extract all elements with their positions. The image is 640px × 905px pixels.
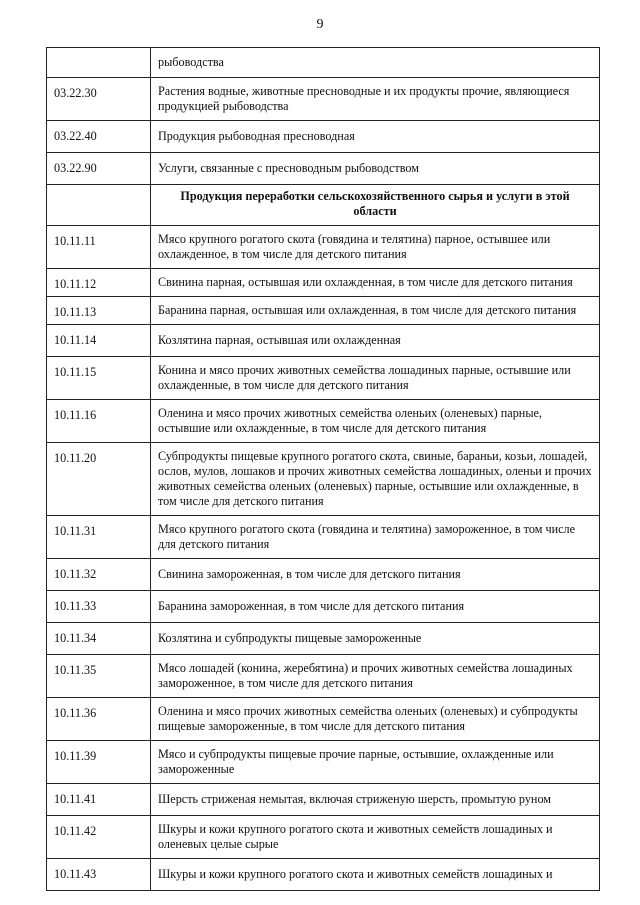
section-heading-row	[47, 185, 600, 226]
table-row	[47, 121, 600, 153]
table-row	[47, 816, 600, 859]
description-cell: Баранина парная, остывшая или охлажденная, в том числе для детского питания	[151, 297, 600, 325]
table-row	[47, 48, 600, 78]
code-cell	[47, 185, 151, 226]
table-row	[47, 559, 600, 591]
description-cell: Шкуры и кожи крупного рогатого скота и животных семейств лошадиных и	[151, 859, 600, 891]
description-cell: Свинина парная, остывшая или охлажденная, в том числе для детского питания	[151, 269, 600, 297]
code-cell: 10.11.15	[47, 357, 151, 400]
description-cell: Шерсть стриженая немытая, включая стриженую шерсть, промытую руном	[151, 784, 600, 816]
description-cell: Шкуры и кожи крупного рогатого скота и животных семейств лошадиных и оленевых целые сырые	[151, 816, 600, 859]
table-row	[47, 400, 600, 443]
table-row	[47, 357, 600, 400]
code-cell: 10.11.43	[47, 859, 151, 891]
code-cell: 03.22.90	[47, 153, 151, 185]
table-row	[47, 859, 600, 891]
table-row	[47, 226, 600, 269]
description-cell: Мясо и субпродукты пищевые прочие парные, остывшие, охлажденные или замороженные	[151, 741, 600, 784]
page-number: 9	[316, 17, 324, 32]
description-cell: Продукция рыбоводная пресноводная	[151, 121, 600, 153]
code-cell: 10.11.31	[47, 516, 151, 559]
table-row	[47, 698, 600, 741]
table-row	[47, 516, 600, 559]
description-cell: Мясо крупного рогатого скота (говядина и телятина) парное, остывшее или охлажденное, в том числе для детского питания	[151, 226, 600, 269]
table-row	[47, 784, 600, 816]
table-row	[47, 655, 600, 698]
code-cell: 10.11.16	[47, 400, 151, 443]
description-cell: Козлятина парная, остывшая или охлажденная	[151, 325, 600, 357]
table-row	[47, 741, 600, 784]
table-row	[47, 325, 600, 357]
code-cell: 10.11.42	[47, 816, 151, 859]
table-row	[47, 269, 600, 297]
description-cell: Оленина и мясо прочих животных семейства оленьих (оленевых) и субпродукты пищевые замороженные, в том числе для детского питания	[151, 698, 600, 741]
description-cell: Растения водные, животные пресноводные и их продукты прочие, являющиеся продукцией рыбоводства	[151, 78, 600, 121]
description-cell: Мясо крупного рогатого скота (говядина и телятина) замороженное, в том числе для детского питания	[151, 516, 600, 559]
code-cell: 10.11.32	[47, 559, 151, 591]
code-cell: 10.11.13	[47, 297, 151, 325]
code-cell: 10.11.33	[47, 591, 151, 623]
description-cell: Свинина замороженная, в том числе для детского питания	[151, 559, 600, 591]
code-cell: 10.11.14	[47, 325, 151, 357]
table-row	[47, 443, 600, 516]
table-row	[47, 297, 600, 325]
table-row	[47, 591, 600, 623]
section-heading: Продукция переработки сельскохозяйственного сырья и услуги в этой области	[151, 185, 600, 226]
description-cell: Баранина замороженная, в том числе для детского питания	[151, 591, 600, 623]
description-cell: Оленина и мясо прочих животных семейства оленьих (оленевых) парные, остывшие или охлажденные, в том числе для детского питания	[151, 400, 600, 443]
code-cell: 10.11.12	[47, 269, 151, 297]
table-row	[47, 153, 600, 185]
description-cell: рыбоводства	[151, 48, 600, 78]
description-cell: Конина и мясо прочих животных семейства лошадиных парные, остывшие или охлажденные, в том числе для детского питания	[151, 357, 600, 400]
code-cell: 10.11.39	[47, 741, 151, 784]
table-row	[47, 623, 600, 655]
code-cell: 10.11.34	[47, 623, 151, 655]
code-cell	[47, 48, 151, 78]
description-cell: Козлятина и субпродукты пищевые замороженные	[151, 623, 600, 655]
description-cell: Услуги, связанные с пресноводным рыбоводством	[151, 153, 600, 185]
code-cell: 10.11.35	[47, 655, 151, 698]
code-cell: 10.11.36	[47, 698, 151, 741]
table-row	[47, 78, 600, 121]
code-cell: 10.11.11	[47, 226, 151, 269]
code-cell: 03.22.40	[47, 121, 151, 153]
description-cell: Мясо лошадей (конина, жеребятина) и прочих животных семейства лошадиных замороженное, в том числе для детского питания	[151, 655, 600, 698]
code-cell: 10.11.41	[47, 784, 151, 816]
description-cell: Субпродукты пищевые крупного рогатого скота, свиные, бараньи, козьи, лошадей, ослов, мулов, лошаков и прочих животных семейства лошадиных, оленьи и прочих животных семейства оленьих (оленевых) парные, остывшие или охлажденные, в том числе для детского питания	[151, 443, 600, 516]
classification-table	[46, 47, 600, 891]
code-cell: 03.22.30	[47, 78, 151, 121]
code-cell: 10.11.20	[47, 443, 151, 516]
